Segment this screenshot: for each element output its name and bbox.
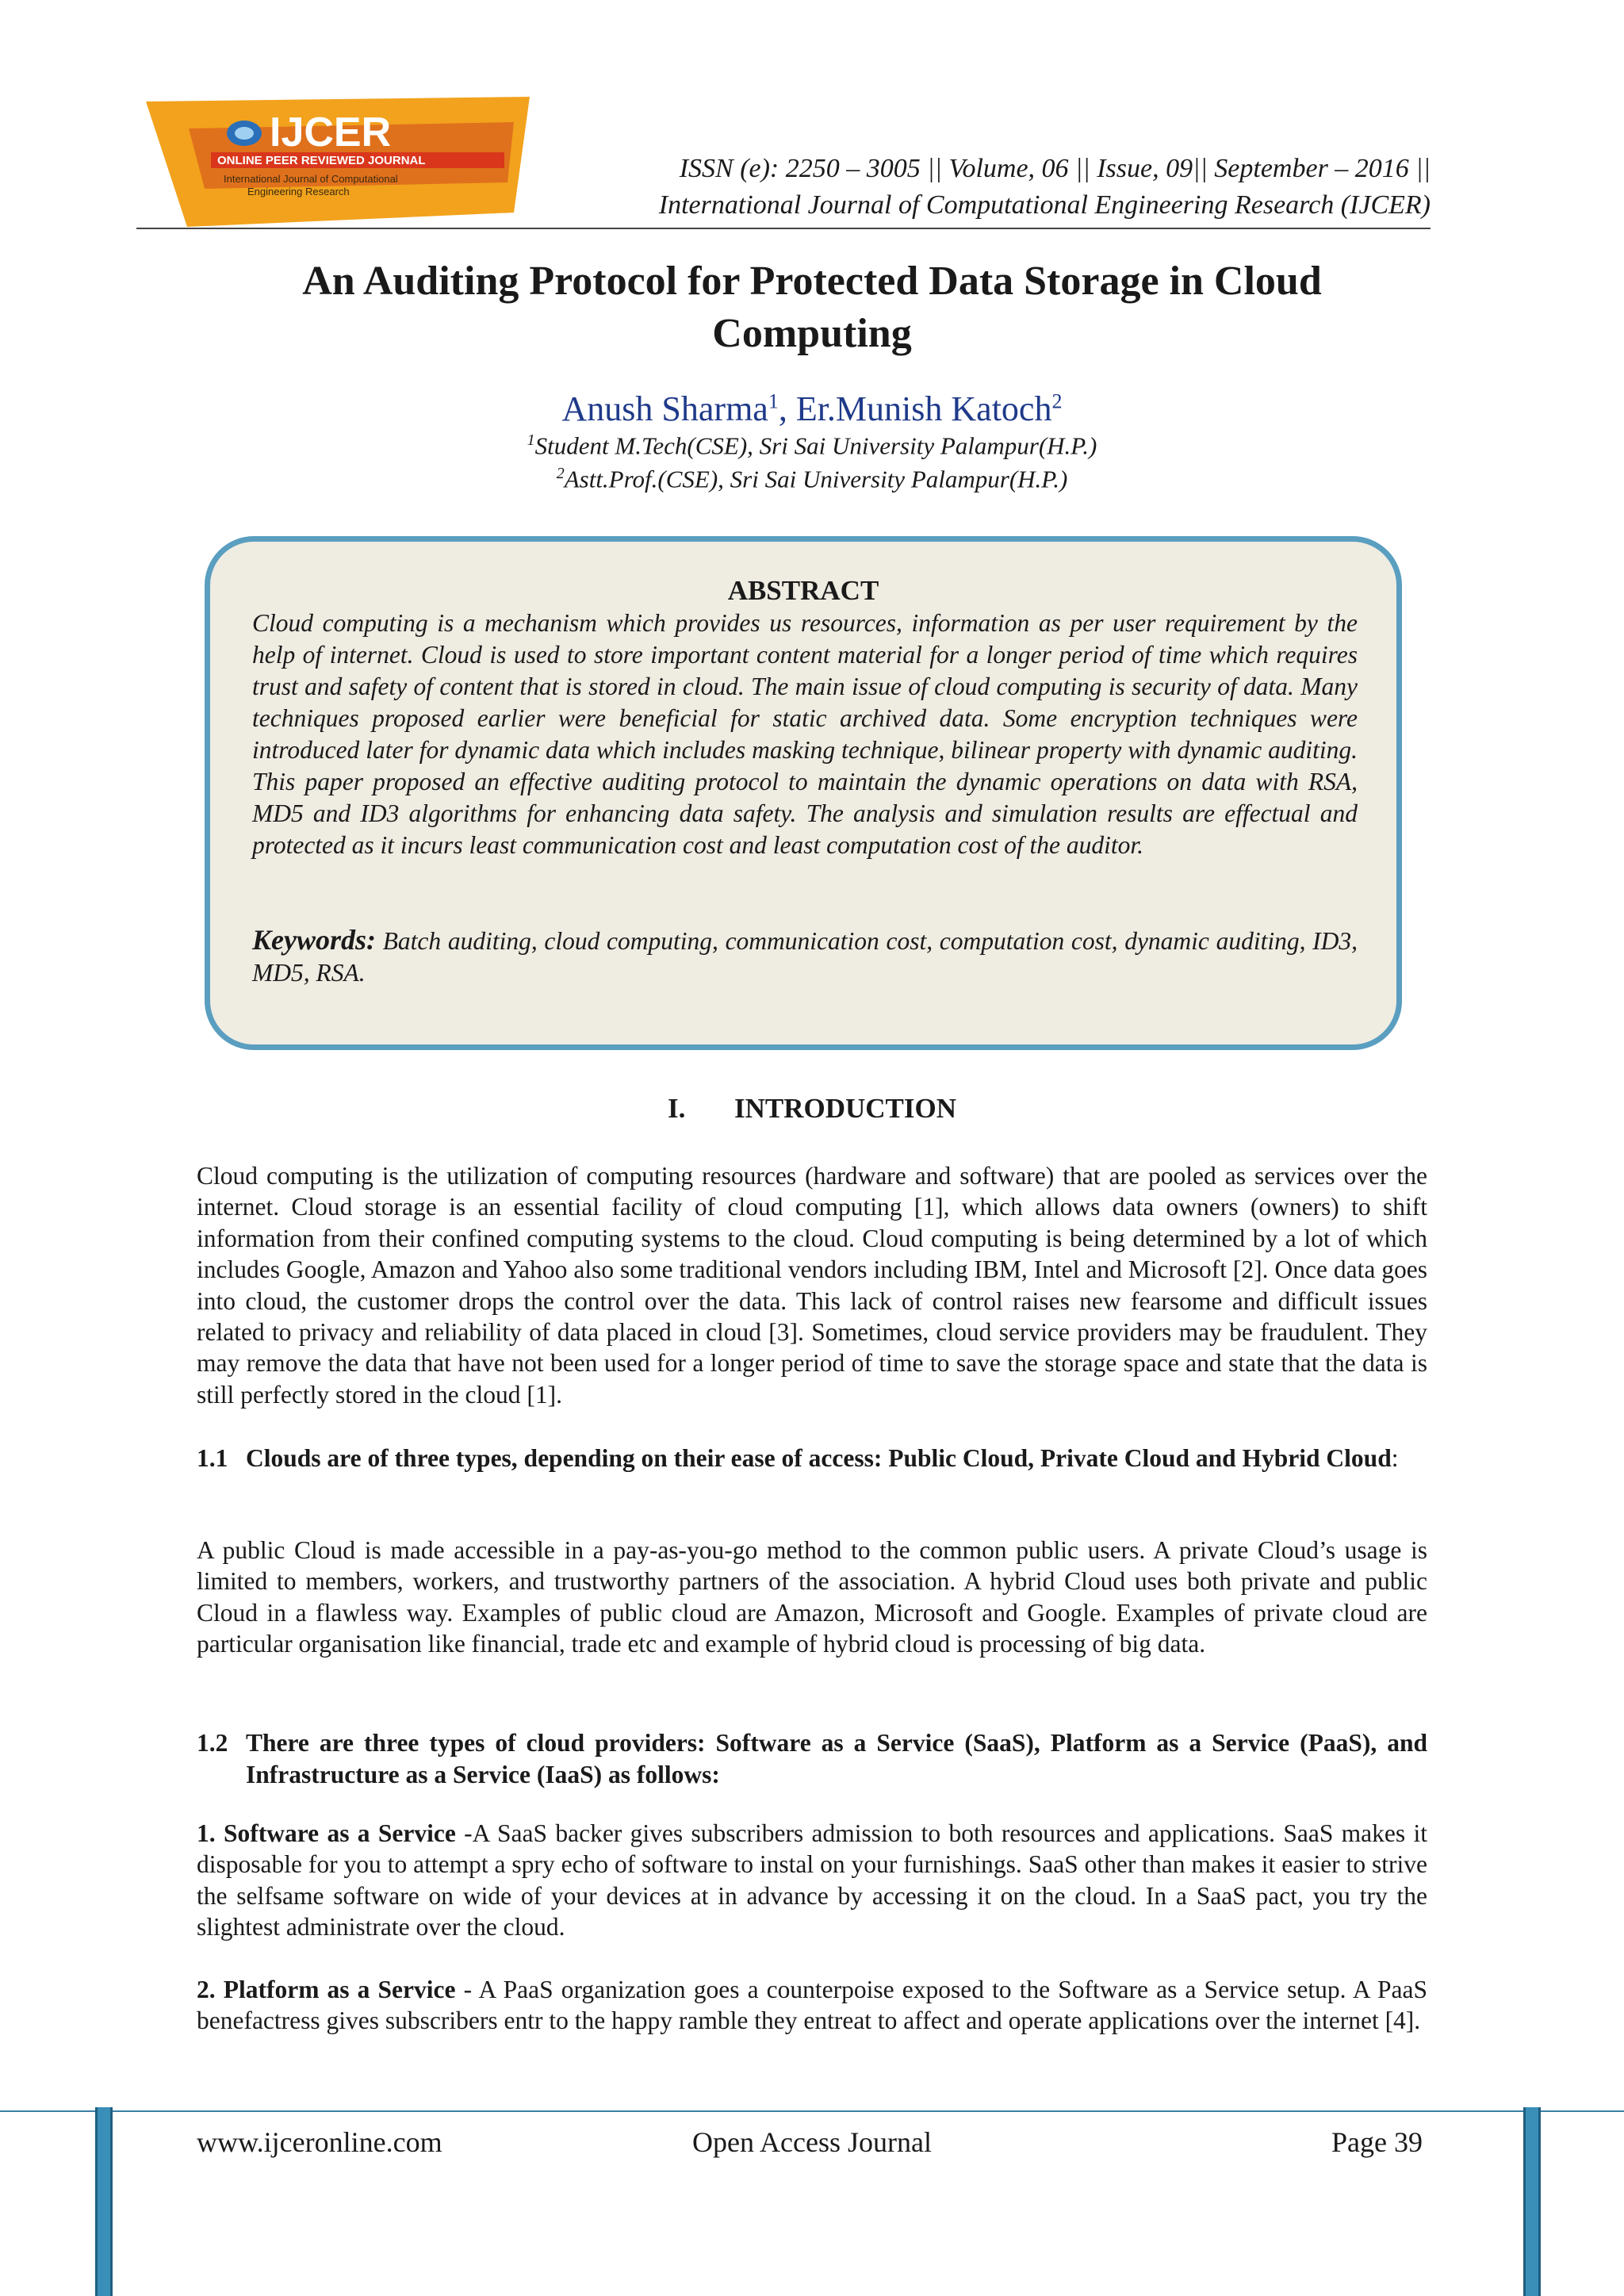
author-name-2: Er.Munish Katoch	[795, 389, 1052, 428]
footer-website: www.ijceronline.com	[197, 2126, 442, 2158]
header-divider	[136, 228, 1431, 229]
ijcer-logo	[141, 94, 538, 230]
subsection-heading-1-2	[197, 1727, 1427, 1791]
abstract-text: Cloud computing is a mechanism which provides us resources, information as per user requirement by the help of internet. Cloud is used to store important content material for a longer period of time which requires trust and safety of content that is stored in cloud. The main issue of cloud computing is security of data. Many techniques proposed earlier were beneficial for static archived data. Some encryption techniques were introduced later for dynamic data which includes masking technique, bilinear property with dynamic auditing. This paper proposed an effective auditing protocol to maintain the dynamic operations on data with RSA, MD5 and ID3 algorithms for enhancing data safety. The analysis and simulation results are effectual and protected as it incurs least communication cost and least computation cost of the auditor.	[252, 609, 1358, 859]
journal-name: International Journal of Computational Engineering Research (IJCER)	[658, 190, 1431, 220]
footer-page-number: Page 39	[1331, 2126, 1423, 2158]
saas-text: -A SaaS backer gives subscribers admission to both resources and applications. SaaS makes it disposable for you to attempt a spry echo of software to instal on your furnishings. SaaS other than makes it easier to strive the selfsame software on wide of your devices at in advance by accessing it on the cloud. In a SaaS pact, you try the slightest administrate over the cloud.	[197, 1819, 1428, 1941]
abstract-heading: ABSTRACT	[727, 575, 879, 606]
affiliation-sup-1: 1	[527, 431, 535, 449]
saas-paragraph	[197, 1818, 1427, 1943]
section-heading-introduction	[0, 1093, 1624, 1125]
subsection-title: Clouds are of three types, depending on their ease of access: Public Cloud, Private Cloud and Hybrid Cloud	[246, 1444, 1392, 1472]
paas-lead: 2. Platform as a Service	[197, 1976, 456, 2003]
subsection-title: There are three types of cloud providers: Software as a Service (SaaS), Platform as a Service (PaaS), and Infrastructure as a Service (IaaS) as follows:	[246, 1729, 1427, 1788]
paper-title	[198, 255, 1426, 360]
saas-lead: 1. Software as a Service	[197, 1819, 456, 1847]
cloud-types-paragraph: A public Cloud is made accessible in a pay-as-you-go method to the common public users. A private Cloud’s usage is limited to members, workers, and trustworthy partners of the association. A hybrid Cloud uses both private and public Cloud in a flawless way. Examples of public cloud are Amazon, Microsoft and Google. Examples of private cloud are particular organisation like financial, trade etc and example of hybrid cloud is processing of big data.	[197, 1536, 1427, 1658]
title-line-2: Computing	[712, 311, 912, 356]
section-number: I.	[667, 1093, 686, 1124]
footer-journal-type: Open Access Journal	[692, 2126, 932, 2158]
logo-subtext-1: International Journal of Computational	[224, 173, 398, 185]
footer-divider	[0, 2110, 1624, 2112]
affiliation-1	[198, 431, 1426, 460]
logo-band: ONLINE PEER REVIEWED JOURNAL	[217, 154, 426, 167]
paas-text: - A PaaS organization goes a counterpoise exposed to the Software as a Service setup. A PaaS benefactress gives subscribers entr to the happy ramble they entreat to affect and operate applications over the internet [4].	[197, 1976, 1428, 2035]
issn-line: ISSN (e): 2250 – 3005 || Volume, 06 || Issue, 09|| September – 2016 ||	[679, 154, 1431, 183]
author-sup-2: 2	[1051, 389, 1063, 413]
subsection-number: 1.2	[197, 1729, 228, 1757]
keywords-text: Batch auditing, cloud computing, communication cost, computation cost, dynamic auditing, ID3, MD5, RSA.	[252, 927, 1358, 987]
affiliation-text-1: Student M.Tech(CSE), Sri Sai University Palampur(H.P.)	[534, 431, 1097, 460]
affiliation-sup-2: 2	[556, 465, 565, 482]
affiliation-2	[198, 465, 1426, 493]
author-sup-1: 1	[768, 389, 779, 413]
keywords-label: Keywords:	[252, 924, 376, 956]
author-name-1: Anush Sharma	[561, 389, 768, 428]
keywords	[252, 924, 1358, 989]
section-title: INTRODUCTION	[733, 1093, 957, 1124]
author-list	[198, 389, 1426, 429]
affiliation-text-2: Astt.Prof.(CSE), Sri Sai University Palampur(H.P.)	[564, 465, 1068, 493]
subsection-colon: :	[1391, 1444, 1399, 1472]
logo-name: IJCER	[270, 109, 392, 155]
author-separator: ,	[778, 389, 796, 428]
paas-paragraph	[197, 1974, 1427, 2037]
logo-subtext-2: Engineering Research	[247, 186, 350, 197]
subsection-number: 1.1	[197, 1444, 228, 1472]
title-line-1: An Auditing Protocol for Protected Data Storage in Cloud	[302, 259, 1322, 304]
subsection-heading-1-1	[197, 1443, 1427, 1474]
introduction-paragraph: Cloud computing is the utilization of computing resources (hardware and software) that are pooled as services over the internet. Cloud storage is an essential facility of cloud computing [1], which allows data owners (owners) to shift information from their confined computing systems to the cloud. Cloud computing is being determined by a lot of which includes Google, Amazon and Yahoo also some traditional vendors including IBM, Intel and Microsoft [2]. Once data goes into cloud, the customer drops the control over the data. This lack of control raises new fearsome and difficult issues related to privacy and reliability of data placed in cloud [3]. Sometimes, cloud service providers may be fraudulent. They may remove the data that have not been used for a longer period of time to save the storage space and state that the data is still perfectly stored in the cloud [1].	[197, 1162, 1427, 1409]
